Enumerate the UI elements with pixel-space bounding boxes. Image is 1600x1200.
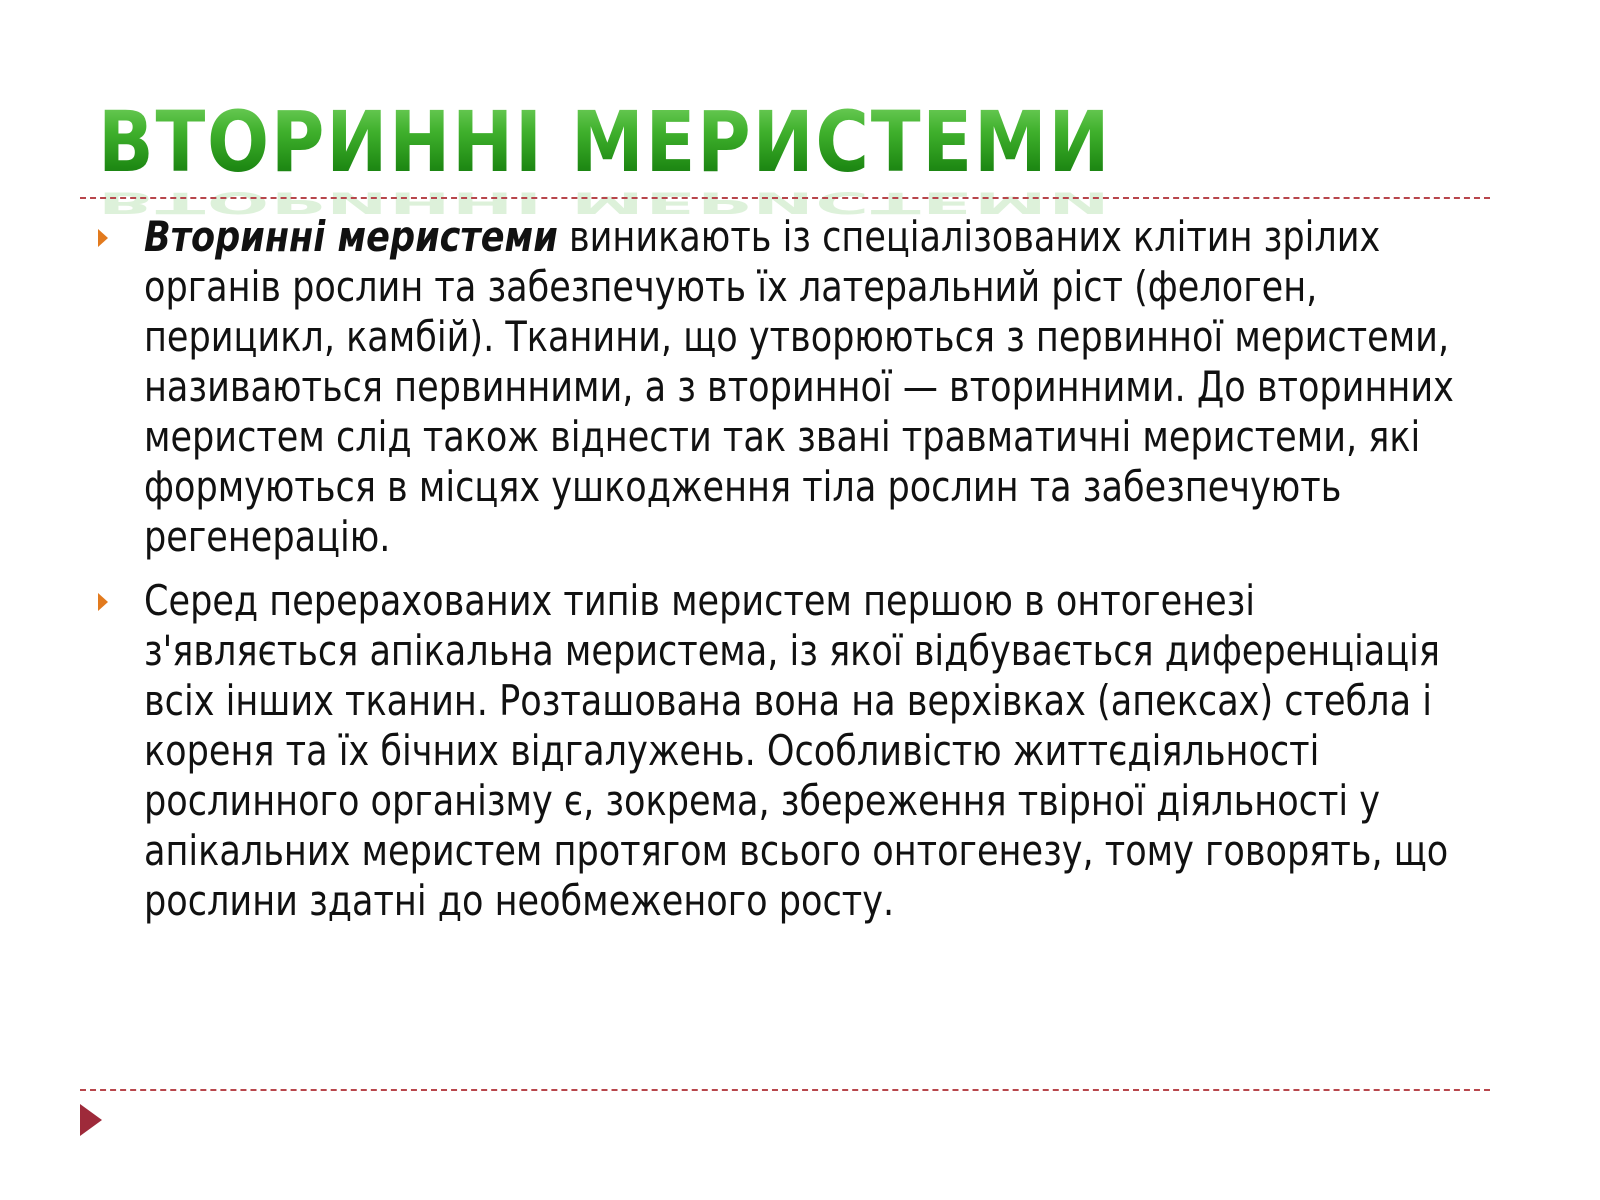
bullet-item xyxy=(94,576,1514,926)
title-area xyxy=(98,92,1398,220)
slide-body xyxy=(94,212,1514,940)
top-dashed-divider xyxy=(80,197,1490,199)
slide-title-reflection: ВТОРИННІ МЕРИСТЕМИ xyxy=(98,185,1112,220)
triangle-bullet-icon xyxy=(98,229,108,247)
triangle-bullet-icon xyxy=(98,593,108,611)
bullet-lead-term: Вторинні меристеми xyxy=(144,212,558,261)
bottom-dashed-divider xyxy=(80,1089,1490,1091)
bullet-text xyxy=(144,212,1472,562)
bullet-text xyxy=(144,576,1472,926)
bullet-item xyxy=(94,212,1514,562)
slide-title: ВТОРИННІ МЕРИСТЕМИ xyxy=(98,93,1112,191)
next-slide-arrow-icon[interactable] xyxy=(80,1104,102,1136)
bullet-body: Серед перерахованих типів меристем першою в онтогенезі з'являється апікальна меристема, із якої відбувається диференціація всіх інших тканин. Розташована вона на верхівках (апексах) стебла і кореня та їх бічних відгалужень. Особливістю життєдіяльності рослинного організму є, зокрема, збереження твірної діяльності у апікальних меристем протягом всього онтогенезу, тому говорять, що рослини здатні до необмеженого росту. xyxy=(144,576,1449,925)
bullet-body: виникають із спеціалізованих клітин зрілих органів рослин та забезпечують їх латеральний ріст (фелоген, перицикл, камбій). Тканини, що утворюються з первинної меристеми, називаються первинними, а з вторинної — вторинними. До вторинних меристем слід також віднести так звані травматичні меристеми, які формуються в місцях ушкодження тіла рослин та забезпечують регенерацію. xyxy=(144,212,1454,561)
